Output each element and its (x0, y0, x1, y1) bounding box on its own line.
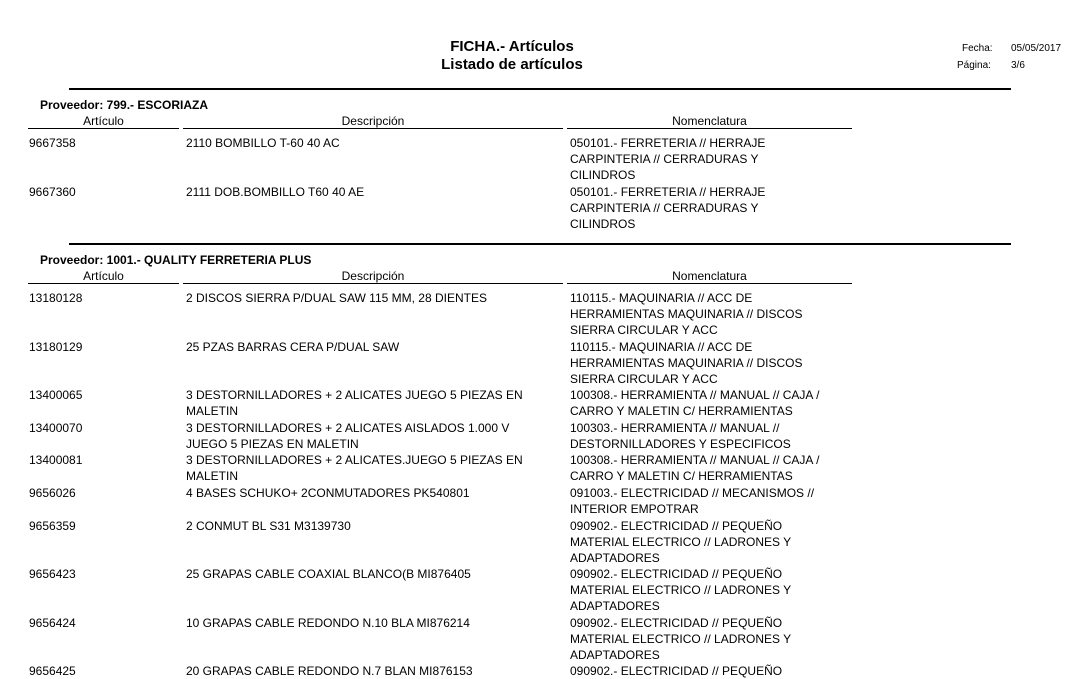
nomenclature-line: 100308.- HERRAMIENTA // MANUAL // CAJA / (570, 388, 820, 403)
article-code: 13400070 (29, 420, 83, 435)
nomenclature-line: 050101.- FERRETERIA // HERRAJE (570, 136, 766, 150)
column-header-nomenclatura: Nomenclatura (567, 270, 852, 284)
column-header-articulo: Artículo (28, 115, 179, 129)
separator-line (69, 243, 1011, 245)
date-label: Fecha: (962, 43, 993, 54)
nomenclature-line: SIERRA CIRCULAR Y ACC (570, 323, 718, 337)
description-line: 3 DESTORNILLADORES + 2 ALICATES JUEGO 5 PIEZAS EN (186, 388, 523, 403)
page-label: Página: (957, 60, 991, 71)
description-line: 2111 DOB.BOMBILLO T60 40 AE (186, 184, 365, 199)
nomenclature-line: SIERRA CIRCULAR Y ACC (570, 371, 718, 386)
description-line: 2 CONMUT BL S31 M3139730 (186, 518, 351, 533)
description-line: 2110 BOMBILLO T-60 40 AC (186, 136, 340, 150)
article-code: 9656425 (29, 664, 76, 679)
nomenclature-line: MATERIAL ELECTRICO // LADRONES Y (570, 583, 792, 598)
description-line: 3 DESTORNILLADORES + 2 ALICATES AISLADOS 1.000 V (186, 420, 510, 435)
description-line: MALETIN (186, 469, 239, 484)
description-line: 20 GRAPAS CABLE REDONDO N.7 BLAN MI876153 (186, 664, 473, 679)
date-value: 05/05/2017 (1011, 43, 1062, 54)
nomenclature-line: 110115.- MAQUINARIA // ACC DE (570, 339, 753, 354)
description-line: 25 GRAPAS CABLE COAXIAL BLANCO(B MI876405 (186, 567, 471, 582)
nomenclature-line: ADAPTADORES (570, 599, 660, 614)
nomenclature-line: 090902.- ELECTRICIDAD // PEQUEÑO (570, 615, 783, 630)
article-code: 9656026 (29, 486, 76, 500)
column-header-descripcion: Descripción (183, 270, 563, 284)
nomenclature-line: CARPINTERIA // CERRADURAS Y (570, 200, 759, 215)
nomenclature-line: 090902.- ELECTRICIDAD // PEQUEÑO (570, 664, 783, 679)
supplier-heading: Proveedor: 1001.- QUALITY FERRETERIA PLUS (40, 253, 312, 267)
article-code: 13400081 (29, 453, 83, 468)
report-title: FICHA.- Artículos (450, 38, 574, 55)
description-line: MALETIN (186, 404, 239, 419)
description-line: 10 GRAPAS CABLE REDONDO N.10 BLA MI876214 (186, 615, 470, 630)
article-code: 13180129 (29, 339, 83, 354)
separator-line (69, 88, 1011, 90)
nomenclature-line: CILINDROS (570, 168, 636, 182)
nomenclature-line: CILINDROS (570, 216, 636, 231)
article-code: 9667358 (29, 136, 76, 150)
report-subtitle: Listado de artículos (441, 56, 583, 73)
nomenclature-line: INTERIOR EMPOTRAR (570, 502, 699, 516)
nomenclature-line: 110115.- MAQUINARIA // ACC DE (570, 291, 753, 305)
nomenclature-line: HERRAMIENTAS MAQUINARIA // DISCOS (570, 307, 803, 321)
nomenclature-line: ADAPTADORES (570, 550, 660, 565)
description-line: 4 BASES SCHUKO+ 2CONMUTADORES PK540801 (186, 486, 470, 500)
nomenclature-line: DESTORNILLADORES Y ESPECIFICOS (570, 436, 791, 451)
supplier-heading: Proveedor: 799.- ESCORIAZA (40, 98, 209, 112)
article-code: 9667360 (29, 184, 76, 199)
column-header-nomenclatura: Nomenclatura (567, 115, 852, 129)
nomenclature-line: CARPINTERIA // CERRADURAS Y (570, 152, 759, 166)
nomenclature-line: 090902.- ELECTRICIDAD // PEQUEÑO (570, 567, 783, 582)
nomenclature-line: MATERIAL ELECTRICO // LADRONES Y (570, 631, 792, 646)
nomenclature-line: 100303.- HERRAMIENTA // MANUAL // (570, 420, 780, 435)
nomenclature-line: HERRAMIENTAS MAQUINARIA // DISCOS (570, 355, 803, 370)
nomenclature-line: MATERIAL ELECTRICO // LADRONES Y (570, 534, 792, 549)
nomenclature-line: CARRO Y MALETIN C/ HERRAMIENTAS (570, 469, 793, 484)
article-code: 9656423 (29, 567, 76, 582)
description-line: 3 DESTORNILLADORES + 2 ALICATES.JUEGO 5 PIEZAS EN (186, 453, 523, 468)
description-line: 2 DISCOS SIERRA P/DUAL SAW 115 MM, 28 DIENTES (186, 291, 487, 305)
article-code: 9656424 (29, 615, 76, 630)
column-header-descripcion: Descripción (183, 115, 563, 129)
page-value: 3/6 (1011, 60, 1025, 71)
description-line: 25 PZAS BARRAS CERA P/DUAL SAW (186, 339, 400, 354)
description-line: JUEGO 5 PIEZAS EN MALETIN (186, 436, 359, 451)
nomenclature-line: ADAPTADORES (570, 647, 660, 662)
nomenclature-line: 100308.- HERRAMIENTA // MANUAL // CAJA / (570, 453, 820, 468)
article-code: 13180128 (29, 291, 83, 305)
nomenclature-line: 091003.- ELECTRICIDAD // MECANISMOS // (570, 486, 815, 500)
article-code: 13400065 (29, 388, 83, 403)
article-code: 9656359 (29, 518, 76, 533)
nomenclature-line: CARRO Y MALETIN C/ HERRAMIENTAS (570, 404, 793, 419)
nomenclature-line: 090902.- ELECTRICIDAD // PEQUEÑO (570, 518, 783, 533)
nomenclature-line: 050101.- FERRETERIA // HERRAJE (570, 184, 766, 199)
column-header-articulo: Artículo (28, 270, 179, 284)
